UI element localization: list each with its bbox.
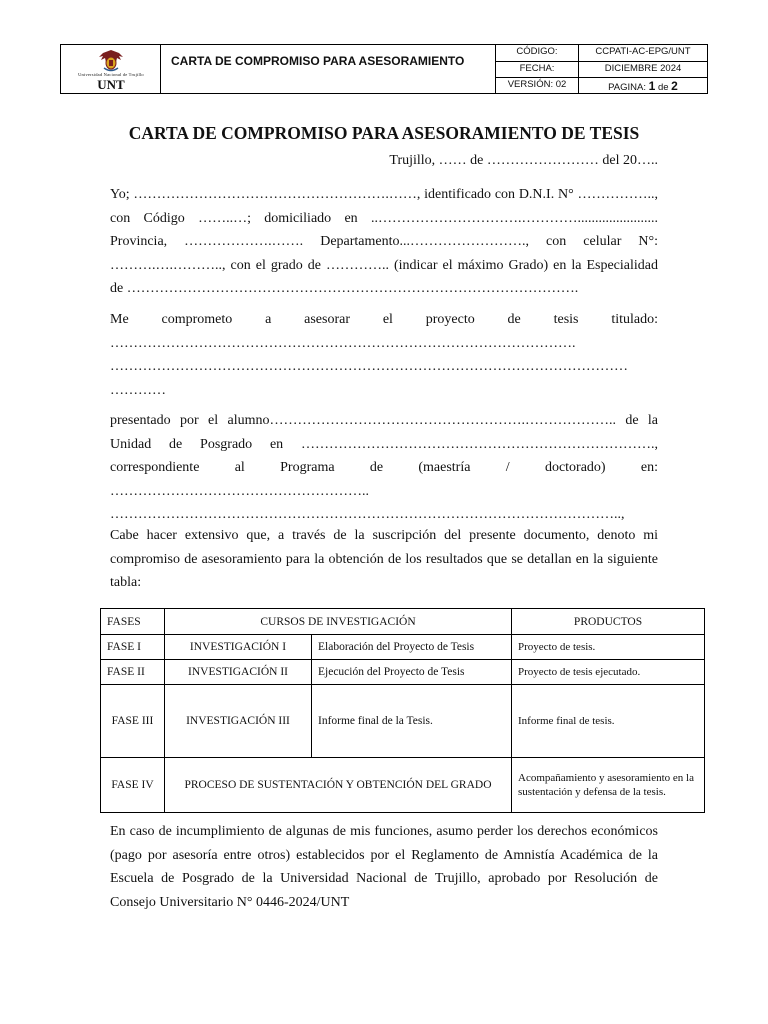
meta-label: CÓDIGO: [516, 46, 558, 57]
page-current: 1 [648, 79, 656, 93]
university-name: Universidad Nacional de Trujillo [78, 72, 144, 77]
text-line: Consejo Universitario N° 0446-2024/UNT [110, 894, 350, 910]
page-total: 2 [671, 79, 678, 93]
paragraph-student [110, 409, 658, 527]
curso-cell: PROCESO DE SUSTENTACIÓN Y OBTENCIÓN DEL GRADO [165, 758, 512, 813]
page-of: de [657, 82, 669, 93]
university-abbr: UNT [97, 77, 125, 92]
text-line: de ……………………………………………………………………………………. [110, 281, 579, 297]
header-title: CARTA DE COMPROMISO PARA ASESORAMIENTO [161, 45, 496, 93]
table-row [101, 660, 705, 685]
university-seal-icon [95, 48, 127, 73]
table-row [101, 635, 705, 660]
meta-row-version [496, 77, 707, 94]
page-number [578, 78, 707, 94]
text-line: (pago por asesoría entre otros) establecidos por el Reglamento de Amnistía Académica de la [110, 847, 658, 863]
text-line: Escuela de Posgrado de la Universidad Nacional de Trujillo, aprobado por Resolución de [110, 871, 658, 887]
table-row [101, 685, 705, 758]
date-line: Trujillo, …… de …………………… del 20….. [389, 153, 658, 168]
curso-cell: INVESTIGACIÓN III [165, 685, 312, 758]
meta-label: FECHA: [519, 63, 555, 74]
text-line: tabla: [110, 575, 142, 591]
document-header [60, 44, 708, 94]
text-line: Unidad de Posgrado en …………………………………………………………………., [110, 436, 658, 452]
paragraph-identification [110, 183, 658, 301]
detalle-cell: Elaboración del Proyecto de Tesis [312, 635, 512, 660]
paragraph-noncompliance [110, 820, 658, 914]
document-title: CARTA DE COMPROMISO PARA ASESORAMIENTO DE TESIS [128, 123, 640, 143]
text-line: Provincia, ……………….……. Departamento...……………………., con celular N°: [110, 234, 658, 250]
paragraph-extension [110, 524, 658, 595]
fase-cell: FASE IV [101, 758, 165, 813]
text-line: ……….….……….., con el grado de ………….. (indicar el máximo Grado) en la Especialidad [110, 257, 658, 273]
meta-value: DICIEMBRE 2024 [578, 62, 707, 78]
producto-cell: Proyecto de tesis ejecutado. [512, 660, 705, 685]
meta-row-fecha [496, 61, 707, 78]
table-header-row [101, 609, 705, 635]
text-line: ……………………………………………….. [110, 483, 369, 499]
text-line: compromiso de asesoramiento para la obtención de los resultados que se detallan en la siguiente [110, 551, 658, 567]
logo-cell [61, 45, 161, 93]
results-table [100, 608, 705, 813]
curso-cell: INVESTIGACIÓN I [165, 635, 312, 660]
header-cursos: CURSOS DE INVESTIGACIÓN [165, 609, 512, 635]
fase-cell: FASE III [101, 685, 165, 758]
fase-cell: FASE I [101, 635, 165, 660]
page-label: PAGINA: [608, 82, 646, 93]
header-meta [496, 45, 707, 93]
text-line: presentado por el alumno……………………………………………….……………….. de la [110, 413, 658, 428]
producto-cell: Acompañamiento y asesoramiento en la sustentación y defensa de la tesis. [512, 758, 705, 813]
text-line: con Código ……..…; domiciliado en ..………………………….…………....................... [110, 210, 658, 226]
producto-cell: Informe final de tesis. [512, 685, 705, 758]
detalle-cell: Ejecución del Proyecto de Tesis [312, 660, 512, 685]
table-row [101, 758, 705, 813]
meta-row-codigo [496, 45, 707, 61]
text-line: Cabe hacer extensivo que, a través de la suscripción del presente documento, denoto mi [110, 528, 658, 543]
meta-label: VERSIÓN: 02 [507, 79, 567, 90]
text-line: ………… [110, 382, 166, 398]
text-line: Yo; ……………………………………………….……, identificado con D.N.I. N° …………….., [110, 187, 658, 202]
text-line: ……………………………………………………………………………………………….., [110, 507, 625, 523]
text-line: Me comprometo a asesorar el proyecto de tesis titulado: [110, 312, 658, 327]
curso-cell: INVESTIGACIÓN II [165, 660, 312, 685]
header-productos: PRODUCTOS [512, 609, 705, 635]
paragraph-commitment [110, 308, 658, 402]
text-line: correspondiente al Programa de (maestría / doctorado) en: [110, 460, 658, 476]
fase-cell: FASE II [101, 660, 165, 685]
detalle-cell: Informe final de la Tesis. [312, 685, 512, 758]
text-line: ………………………………………………………………………………………. [110, 335, 576, 351]
text-line: ………………………………………………………………………………………………… [110, 359, 628, 375]
producto-cell: Proyecto de tesis. [512, 635, 705, 660]
header-fases: FASES [101, 609, 165, 635]
text-line: En caso de incumplimiento de algunas de mis funciones, asumo perder los derechos económicos [110, 824, 658, 839]
meta-value: CCPATI-AC-EPG/UNT [578, 45, 707, 61]
